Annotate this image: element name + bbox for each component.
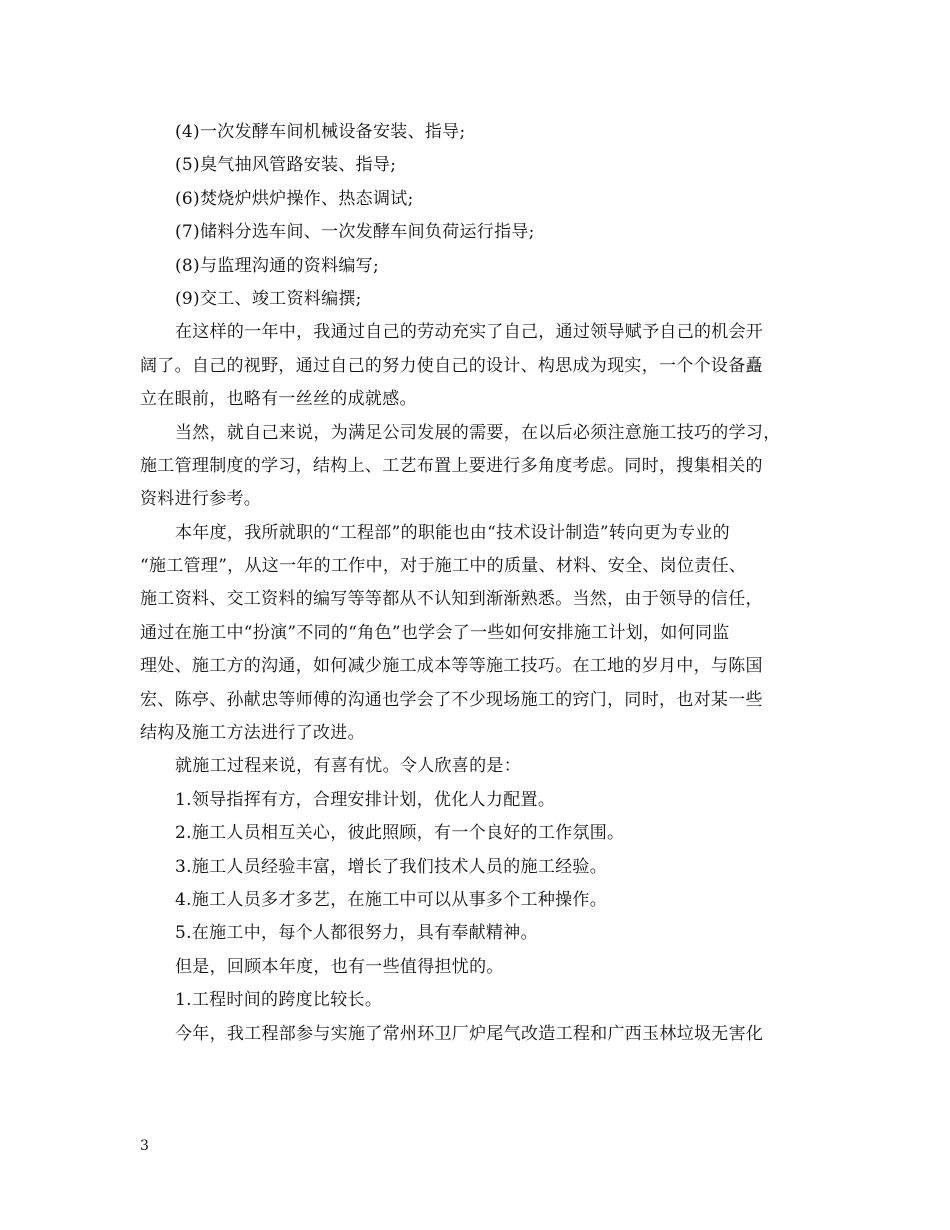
list-item: 3.施工人员经验丰富，增长了我们技术人员的施工经验。: [175, 856, 608, 877]
text-line: (6)焚烧炉烘炉操作、热态调试;: [175, 188, 414, 209]
text-line: (7)储料分选车间、一次发酵车间负荷运行指导;: [175, 222, 535, 243]
text-line: (9)交工、竣工资料编撰;: [175, 288, 362, 309]
text-line: 通过在施工中“扮演”不同的“角色”也学会了一些如何安排施工计划，如何同监: [140, 622, 730, 643]
text-line: 结构及施工方法进行了改进。: [140, 723, 365, 744]
text-line: 就施工过程来说，有喜有忧。令人欣喜的是：: [175, 756, 521, 777]
page-number: 3: [140, 1138, 149, 1154]
document-body: [140, 116, 815, 1051]
text-line: 资料进行参考。: [140, 489, 262, 510]
list-item: 2.施工人员相互关心，彼此照顾，有一个良好的工作氛围。: [175, 823, 625, 844]
text-line: 阔了。自己的视野，通过自己的努力使自己的设计、构思成为现实，一个个设备矗: [140, 355, 763, 376]
text-line: 今年，我工程部参与实施了常州环卫厂炉尾气改造工程和广西玉林垃圾无害化: [175, 1023, 764, 1044]
list-item: 5.在施工中，每个人都很努力，具有奉献精神。: [175, 923, 538, 944]
text-line: 宏、陈亭、孙献忠等师傅的沟通也学会了不少现场施工的窍门，同时，也对某一些: [140, 689, 763, 710]
list-item: 1.领导指挥有方，合理安排计划，优化人力配置。: [175, 789, 556, 810]
text-line: 本年度，我所就职的“工程部”的职能也由“技术设计制造”转向更为专业的: [175, 522, 730, 543]
text-line: (4)一次发酵车间机械设备安装、指导;: [175, 122, 466, 142]
text-line: 立在眼前，也略有一丝丝的成就感。: [140, 389, 417, 410]
text-line: 当然，就自己来说，为满足公司发展的需要，在以后必须注意施工技巧的学习，: [175, 422, 781, 443]
text-line: (5)臭气抽风管路安装、指导;: [175, 155, 397, 176]
text-line: 在这样的一年中，我通过自己的劳动充实了自己，通过领导赋予自己的机会开: [175, 322, 764, 343]
text-line: 施工资料、交工资料的编写等等都从不认知到渐渐熟悉。当然，由于领导的信任，: [140, 589, 763, 610]
text-line: (8)与监理沟通的资料编写;: [175, 255, 380, 276]
list-item: 1.工程时间的跨度比较长。: [175, 990, 383, 1011]
text-line: 但是，回顾本年度，也有一些值得担忧的。: [175, 956, 504, 977]
text-line: “施工管理”，从这一年的工作中，对于施工中的质量、材料、安全、岗位责任、: [140, 556, 747, 577]
text-line: 理处、施工方的沟通，如何减少施工成本等等施工技巧。在工地的岁月中，与陈国: [140, 656, 763, 677]
list-item: 4.施工人员多才多艺，在施工中可以从事多个工种操作。: [175, 889, 608, 910]
text-line: 施工管理制度的学习，结构上、工艺布置上要进行多角度考虑。同时，搜集相关的: [140, 455, 763, 476]
